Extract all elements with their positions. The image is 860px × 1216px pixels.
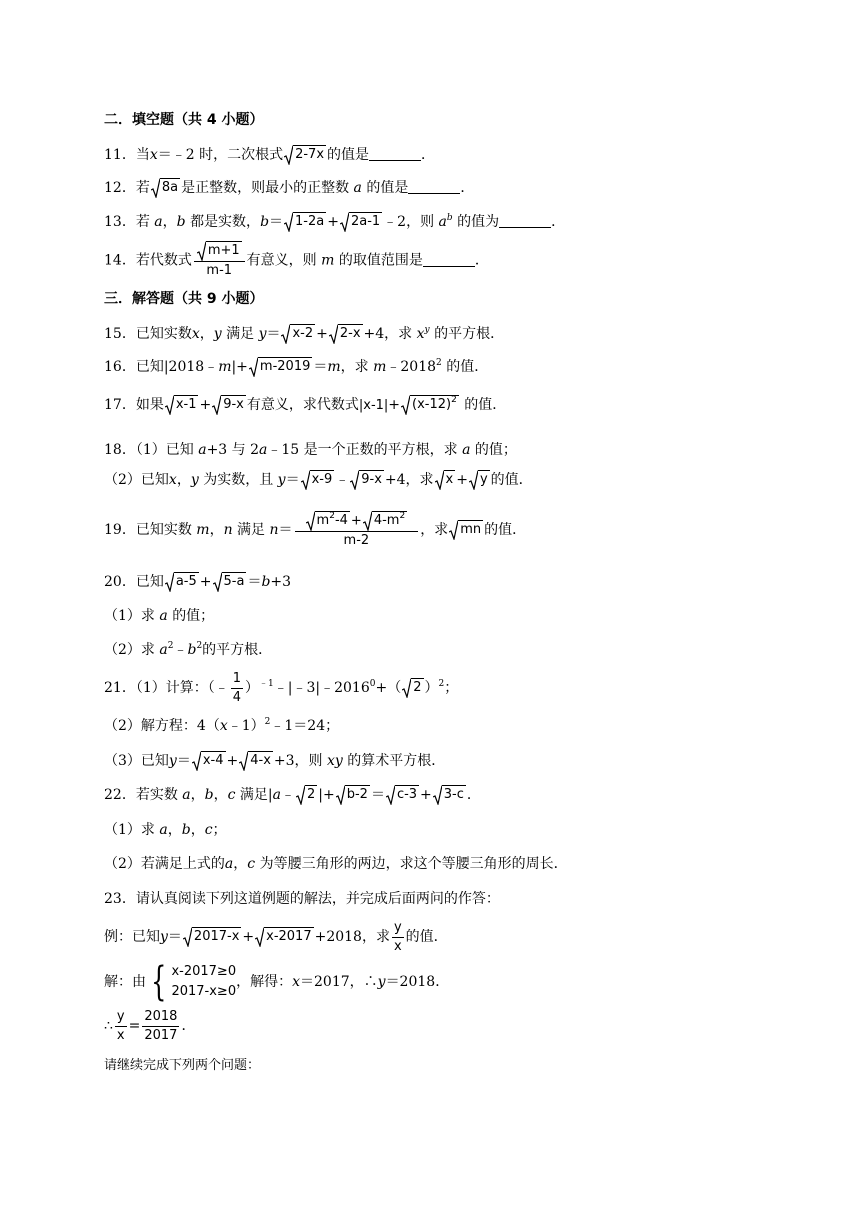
question-15	[104, 324, 504, 344]
text: ＝﹣2 时，二次根式	[157, 147, 284, 163]
numerator: y	[115, 1008, 127, 1027]
var: a	[198, 442, 207, 458]
radicand: m+1	[206, 241, 242, 261]
text: +	[327, 214, 339, 230]
exponent: 2	[167, 641, 174, 651]
var: c	[227, 787, 236, 803]
radicand: a-5	[174, 572, 199, 592]
radicand: 2-x	[338, 324, 363, 344]
fraction	[142, 1008, 179, 1045]
var: b	[260, 214, 270, 230]
radical	[165, 395, 199, 415]
question-number: 19．	[104, 522, 136, 538]
question-number: 21．	[104, 680, 136, 696]
inequality: 2017-x≥0	[171, 984, 237, 999]
exponent: 2	[196, 641, 203, 651]
var: m	[218, 359, 232, 375]
radical	[281, 324, 315, 344]
text: +	[199, 574, 212, 590]
var: a	[159, 608, 168, 624]
radicand: m	[316, 512, 330, 528]
var: y	[160, 929, 168, 945]
radicand: -4	[334, 512, 348, 528]
radicand: 2017-x	[192, 927, 241, 947]
exponent: y	[424, 325, 430, 335]
var: x	[191, 326, 200, 342]
radical	[386, 785, 419, 805]
text: 解：由	[104, 974, 146, 990]
fraction	[295, 511, 419, 550]
text: ＝	[167, 929, 182, 945]
question-23-solution	[104, 960, 449, 1004]
text: 的值为	[457, 214, 500, 230]
var: a	[224, 856, 234, 872]
radical	[433, 785, 466, 805]
fraction	[231, 670, 243, 707]
question-13	[104, 212, 565, 232]
text: （2）若满足上式的	[104, 856, 225, 872]
text: ＝	[285, 472, 300, 488]
radical	[255, 927, 313, 947]
var: y	[168, 753, 177, 769]
radical	[435, 470, 456, 490]
var: x	[292, 974, 300, 990]
question-12	[104, 178, 474, 198]
var: n	[269, 522, 279, 538]
text: +4，求	[384, 472, 434, 488]
fraction	[115, 1008, 127, 1045]
question-20-line-1	[104, 572, 291, 592]
exponent: 2	[436, 358, 442, 368]
text: 的值．	[405, 929, 448, 945]
var: a	[259, 442, 268, 458]
text: ＝	[247, 574, 262, 590]
text: ，	[162, 214, 177, 230]
text: +	[316, 326, 328, 342]
text: ﹣15 是一个正数的平方根，求	[267, 442, 458, 458]
var: y	[213, 326, 222, 342]
var: x	[416, 326, 425, 342]
question-14	[104, 241, 489, 280]
var: a	[438, 214, 447, 230]
question-22-line-3	[104, 854, 568, 874]
radicand: x	[444, 470, 456, 490]
text: +	[226, 753, 239, 769]
question-21-line-1	[104, 669, 458, 707]
text: ，	[190, 822, 205, 838]
text: 的平方根．	[202, 642, 273, 658]
radical	[151, 178, 180, 198]
text: 当	[135, 147, 150, 163]
text: ．	[421, 147, 436, 163]
text: ）	[424, 680, 439, 696]
answer-blank	[423, 252, 475, 267]
exponent: ﹣1	[259, 679, 274, 689]
radical	[340, 212, 382, 232]
numerator: 1	[231, 670, 243, 689]
numerator: 2018	[142, 1008, 179, 1027]
radicand: (x-12)	[412, 397, 452, 412]
text: 的算术平方根．	[347, 753, 446, 769]
text: +	[456, 472, 468, 488]
radicand: 3-c	[442, 785, 466, 805]
radical	[449, 520, 483, 540]
text: 有意义，则	[246, 252, 317, 269]
var: m	[327, 359, 341, 375]
text: （2）求	[104, 642, 155, 658]
radicand: x-9	[310, 470, 335, 490]
radicand: x-4	[201, 751, 226, 771]
text: 的值；	[172, 608, 215, 624]
text: +（	[375, 680, 402, 696]
text: ﹣1）	[227, 718, 265, 734]
text: ﹣|﹣3|﹣2016	[273, 680, 370, 696]
question-21-line-3	[104, 751, 445, 771]
answer-blank	[369, 146, 421, 161]
radicand: x-2017	[264, 927, 313, 947]
text: 的值是	[366, 180, 409, 196]
radical	[284, 145, 326, 165]
text: ，	[213, 787, 228, 803]
denominator: m-1	[206, 263, 233, 278]
question-number: 22．	[104, 787, 136, 803]
denominator: x	[393, 938, 402, 954]
radical	[402, 678, 423, 698]
denominator: 4	[232, 689, 242, 705]
var: x	[219, 718, 228, 734]
question-number: 16．	[104, 359, 136, 375]
var: x	[168, 472, 177, 488]
text: ＝	[176, 753, 191, 769]
text: ；	[444, 680, 459, 696]
text: 的值．	[464, 397, 507, 413]
var: y	[190, 472, 199, 488]
question-11	[104, 145, 435, 165]
var: c	[204, 822, 213, 838]
exponent: b	[446, 213, 453, 223]
text: ，	[209, 522, 224, 538]
text: +	[420, 787, 432, 803]
question-23-line-1	[104, 889, 500, 909]
question-22-line-2	[104, 820, 227, 840]
answer-blank	[408, 179, 460, 194]
text: ．	[466, 787, 481, 803]
var: a	[182, 787, 191, 803]
text: ﹣1＝24；	[270, 718, 340, 734]
var: c	[247, 856, 256, 872]
exponent: 2	[438, 679, 445, 689]
question-18-line-1	[104, 440, 517, 460]
fraction	[194, 241, 245, 280]
radicand: 9-x	[221, 395, 246, 415]
radical	[469, 470, 490, 490]
radical	[363, 511, 407, 531]
radicand: 2	[411, 678, 423, 698]
denominator: 2017	[144, 1027, 178, 1043]
text: 例：已知	[104, 929, 160, 945]
text: ﹣	[335, 472, 350, 488]
text: |+	[231, 359, 248, 375]
text: 都是实数，	[190, 214, 261, 230]
var: b	[204, 787, 214, 803]
text: +4，求	[363, 326, 413, 342]
text: 若	[135, 214, 150, 230]
text: ﹣2，则	[383, 214, 435, 230]
system-brace	[146, 959, 237, 1005]
text: （1）求	[104, 608, 155, 624]
radical	[350, 470, 384, 490]
text: （2）解方程：4（	[104, 718, 220, 734]
radicand: 4-m	[373, 512, 400, 528]
text: 已知实数	[135, 326, 192, 342]
exponent: 2	[399, 510, 406, 521]
text: ＝	[278, 522, 293, 538]
radicand: 2	[305, 785, 317, 805]
question-number: 12．	[104, 180, 136, 196]
var: a	[353, 180, 362, 196]
radical	[249, 357, 312, 377]
text: ﹣	[280, 787, 295, 803]
var: y	[258, 326, 267, 342]
radicand: 1-2a	[293, 212, 326, 232]
var: a	[154, 214, 163, 230]
var: y	[277, 472, 286, 488]
text: 的值．	[484, 522, 527, 538]
text: （1）已知	[135, 442, 194, 458]
radical	[296, 785, 317, 805]
text: 为等腰三角形的两边，求这个等腰三角形的周长．	[259, 856, 568, 872]
text: （1）求	[104, 822, 155, 838]
text: +	[199, 397, 212, 413]
radicand: 5-a	[222, 572, 247, 592]
radical	[306, 511, 350, 531]
var: a	[159, 642, 168, 658]
var: b	[176, 214, 186, 230]
text: 若代数式	[135, 252, 192, 269]
text: ＝2017，∴	[300, 974, 378, 990]
radicand: 8a	[160, 178, 180, 198]
text: ，求	[420, 522, 449, 538]
var: b	[261, 574, 271, 590]
radical	[336, 785, 370, 805]
text: ，	[233, 856, 248, 872]
text: +3 与 2	[206, 442, 260, 458]
question-23-example	[104, 918, 448, 956]
radical	[301, 470, 335, 490]
section2-heading: 二．填空题（共 4 小题）	[104, 112, 264, 128]
question-20-line-2	[104, 606, 214, 626]
question-22-line-1	[104, 785, 481, 805]
radical	[183, 927, 241, 947]
text: ，	[167, 822, 182, 838]
radicand: c-3	[395, 785, 419, 805]
text: 的值．	[446, 359, 489, 375]
radicand: 2a-1	[349, 212, 382, 232]
text: （1）计算：（﹣	[135, 680, 229, 696]
text: 的值．	[490, 472, 533, 488]
radicand: m-2019	[258, 357, 312, 377]
var: y	[377, 974, 386, 990]
text: ；	[212, 822, 227, 838]
var: n	[223, 522, 233, 538]
radical	[213, 572, 247, 592]
exponent: 2	[451, 395, 457, 405]
var: b	[181, 822, 191, 838]
var: m	[373, 359, 387, 375]
radical	[239, 751, 273, 771]
radicand: 4-x	[248, 751, 273, 771]
question-20-line-3	[104, 640, 272, 660]
inequality: x-2017≥0	[171, 964, 237, 979]
question-number: 17．	[104, 397, 136, 413]
text: ）	[245, 680, 260, 696]
text: ．	[551, 214, 566, 230]
text: 已知实数	[135, 522, 192, 538]
question-16	[104, 357, 488, 377]
question-number: 18．	[104, 442, 136, 458]
text: ．	[460, 180, 475, 196]
text: +	[350, 513, 362, 528]
text: +2018，求	[314, 929, 390, 945]
text: 请认真阅读下列这道例题的解法，并完成后面两问的作答：	[135, 891, 500, 907]
var: a	[272, 787, 281, 803]
text: 是正整数，则最小的正整数	[181, 180, 350, 196]
text: 若实数	[135, 787, 178, 803]
text: +3	[270, 574, 292, 590]
text: ，	[190, 787, 205, 803]
var: a	[462, 442, 471, 458]
radicand: x-1	[174, 395, 199, 415]
denominator: x	[116, 1027, 125, 1043]
text: ，解得：	[236, 974, 293, 990]
radicand: 2-7x	[293, 145, 326, 165]
radical	[192, 751, 226, 771]
text: ，	[176, 472, 191, 488]
var: m	[321, 252, 335, 269]
text: ，	[199, 326, 214, 342]
answer-blank	[499, 213, 551, 228]
absolute-value: |x-1|	[358, 398, 389, 413]
text: （2）已知	[104, 472, 169, 488]
text: ．	[474, 252, 489, 269]
text: 为实数，且	[203, 472, 274, 488]
question-17	[104, 395, 506, 416]
var: a	[159, 822, 168, 838]
text: ＝	[370, 787, 385, 803]
text: +	[242, 929, 255, 945]
var: xy	[326, 753, 343, 769]
text: ﹣	[173, 642, 188, 658]
text: ＝2018．	[385, 974, 450, 990]
text: +	[388, 397, 401, 413]
question-21-line-2	[104, 716, 339, 736]
text: ，求	[340, 359, 369, 375]
text: 若	[135, 180, 150, 196]
var: m	[196, 522, 210, 538]
radical	[401, 395, 459, 415]
var: x	[149, 147, 158, 163]
question-number: 13．	[104, 214, 136, 230]
exponent: 0	[369, 679, 376, 689]
text: 如果	[135, 397, 164, 413]
brace-icon: {	[151, 959, 167, 1005]
text: 满足|	[239, 787, 273, 803]
radicand: y	[478, 470, 490, 490]
text: 的值是	[327, 147, 370, 163]
question-number: 20．	[104, 574, 136, 590]
radical	[329, 324, 363, 344]
question-number: 14．	[104, 252, 136, 269]
text: ﹣2018	[386, 359, 437, 375]
text: （3）已知	[104, 753, 169, 769]
text: 的值；	[474, 442, 517, 458]
text: 满足	[237, 522, 266, 538]
question-18-line-2	[104, 470, 533, 490]
text: 已知	[135, 574, 164, 590]
exponent: 2	[329, 510, 335, 521]
question-number: 23．	[104, 891, 136, 907]
radicand: x-2	[290, 324, 315, 344]
denominator: m-2	[343, 532, 370, 548]
text: 满足	[226, 326, 255, 342]
question-23-result	[104, 1007, 195, 1045]
section3-heading: 三．解答题（共 9 小题）	[104, 291, 264, 307]
radical	[197, 241, 242, 261]
text: 已知|2018﹣	[135, 359, 219, 375]
text: |+	[318, 787, 335, 803]
var: b	[187, 642, 197, 658]
text: 的取值范围是	[338, 252, 423, 269]
text: ＝	[313, 359, 328, 375]
text: =	[128, 1018, 141, 1034]
radical	[284, 212, 326, 232]
question-23-continue	[104, 1056, 260, 1076]
text: ＝	[269, 214, 284, 230]
text: ∴	[104, 1018, 113, 1034]
exponent: 2	[264, 717, 271, 727]
text: ．	[181, 1018, 196, 1034]
text: 的平方根．	[434, 326, 505, 342]
radicand: 9-x	[359, 470, 384, 490]
question-number: 11．	[104, 147, 136, 163]
text: 请继续完成下列两个问题：	[104, 1058, 261, 1073]
radicand: b-2	[345, 785, 370, 805]
question-number: 15．	[104, 326, 136, 342]
text: +3，则	[273, 753, 323, 769]
radicand: mn	[458, 520, 483, 540]
fraction	[392, 919, 404, 956]
question-19	[104, 508, 526, 552]
radical	[165, 572, 199, 592]
text: 有意义，求代数式	[246, 397, 359, 413]
radical	[212, 395, 246, 415]
numerator: y	[392, 919, 404, 938]
text: ＝	[266, 326, 281, 342]
